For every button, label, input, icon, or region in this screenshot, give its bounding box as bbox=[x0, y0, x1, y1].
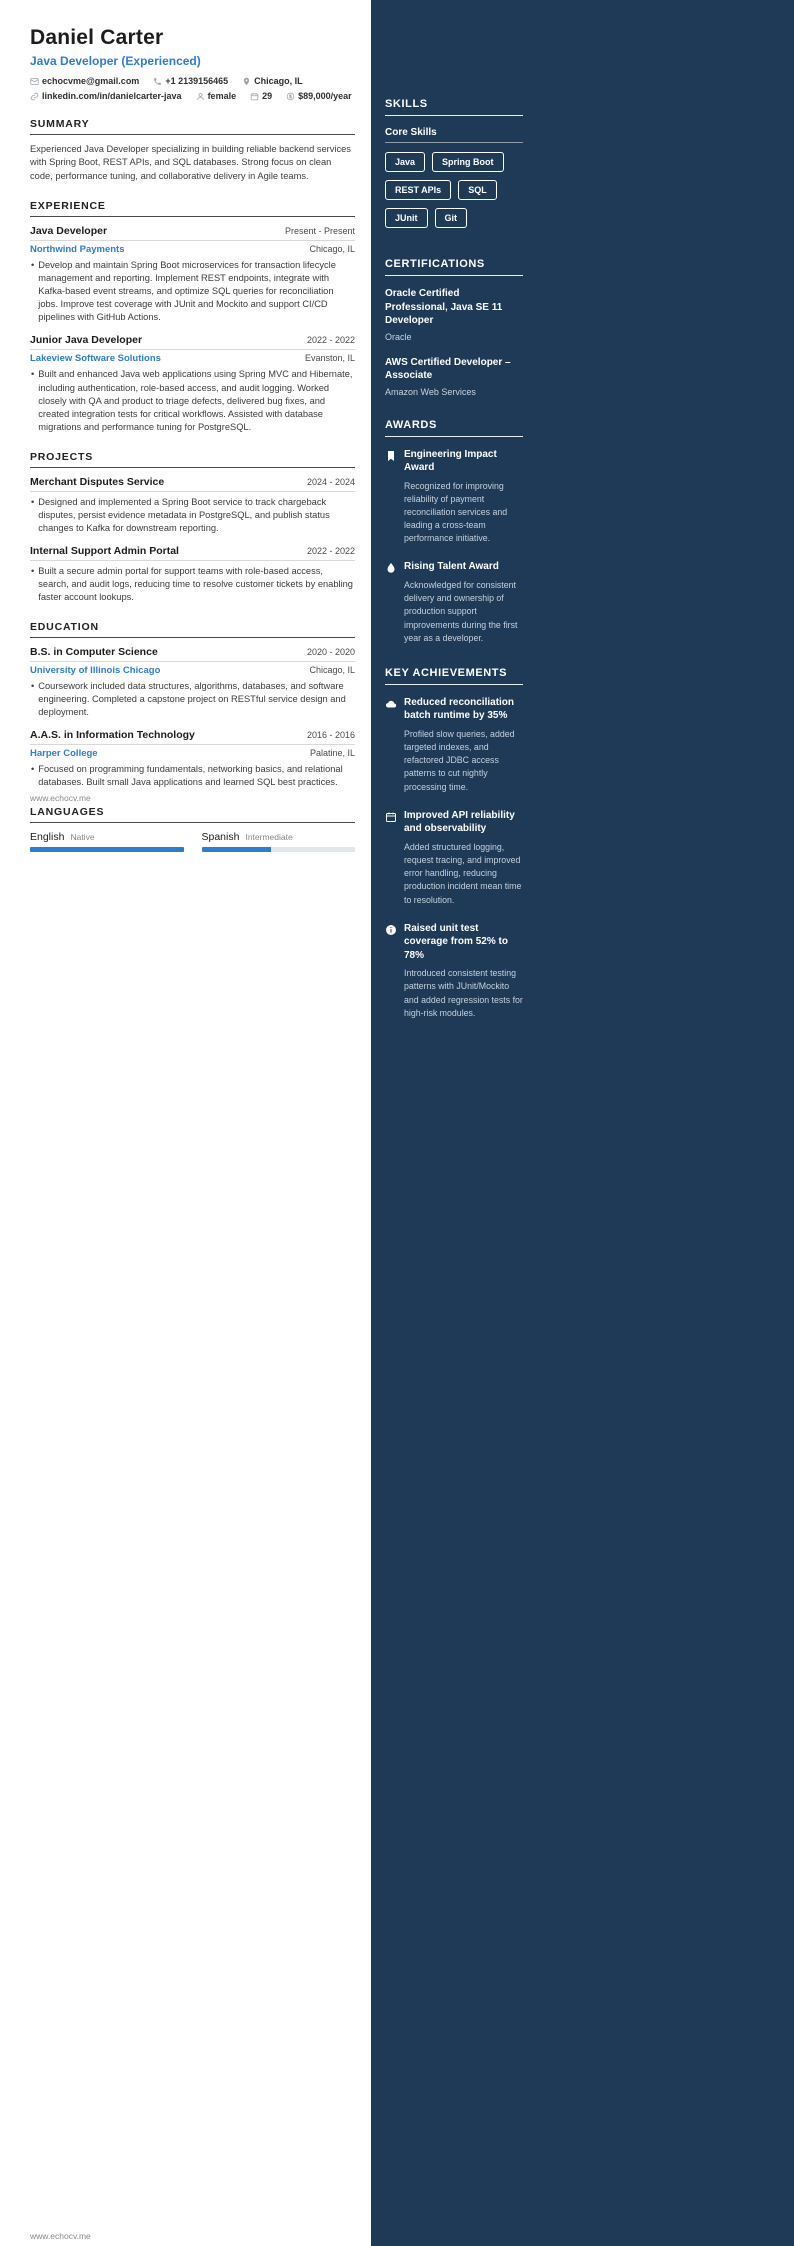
education-dates: 2016 - 2016 bbox=[306, 729, 355, 740]
project-dates: 2022 - 2022 bbox=[306, 545, 355, 556]
school-location: Chicago, IL bbox=[309, 664, 355, 675]
language-proficiency-bar bbox=[30, 847, 184, 852]
school-link[interactable]: Harper College bbox=[30, 747, 98, 759]
achievement-description: Added structured logging, request tracing, and improved error handling, reducing production incident mean time to resolution. bbox=[404, 841, 522, 905]
projects-section bbox=[30, 451, 355, 604]
contact-location-text: Chicago, IL bbox=[254, 76, 303, 86]
certification-issuer: Oracle bbox=[385, 331, 412, 342]
contact-email-text: echocvme@gmail.com bbox=[42, 76, 140, 86]
skills-chip-list bbox=[385, 152, 523, 236]
company-link[interactable]: Northwind Payments bbox=[30, 244, 125, 256]
projects-heading: PROJECTS bbox=[30, 451, 355, 468]
certification-title: AWS Certified Developer – Associate bbox=[385, 356, 511, 381]
skill-chip: JUnit bbox=[385, 208, 428, 228]
contact-row-2 bbox=[30, 91, 355, 101]
award-title: Engineering Impact Award bbox=[404, 448, 497, 473]
experience-item bbox=[30, 225, 355, 324]
school-link[interactable]: University of Illinois Chicago bbox=[30, 664, 161, 676]
education-section bbox=[30, 621, 355, 789]
calendar-icon bbox=[250, 92, 259, 101]
certification-item bbox=[385, 287, 523, 342]
education-item bbox=[30, 729, 355, 789]
degree-title: B.S. in Computer Science bbox=[30, 645, 158, 658]
degree-title: A.A.S. in Information Technology bbox=[30, 728, 195, 741]
experience-section bbox=[30, 200, 355, 433]
education-bullet-text: Coursework included data structures, algorithms, databases, and software engineering. Completed a capstone project on RESTful service design and deployment. bbox=[38, 680, 346, 717]
job-bullet bbox=[30, 368, 355, 433]
certification-title: Oracle Certified Professional, Java SE 11 Developer bbox=[385, 288, 503, 326]
skill-chip: Java bbox=[385, 152, 425, 172]
language-item bbox=[30, 831, 184, 852]
info-icon bbox=[385, 922, 397, 1020]
skills-heading: SKILLS bbox=[385, 98, 523, 116]
skill-chip: SQL bbox=[458, 180, 497, 200]
language-proficiency-fill bbox=[30, 847, 184, 852]
achievement-item bbox=[385, 696, 523, 794]
dollar-icon bbox=[286, 92, 295, 101]
award-title: Rising Talent Award bbox=[404, 561, 499, 573]
language-proficiency-bar bbox=[202, 847, 356, 852]
bullet-dot: • bbox=[31, 763, 35, 774]
contact-linkedin[interactable] bbox=[30, 91, 182, 101]
languages-heading: LANGUAGES bbox=[30, 806, 355, 823]
person-title: Java Developer (Experienced) bbox=[30, 54, 201, 68]
summary-heading: SUMMARY bbox=[30, 118, 355, 135]
bullet-dot: • bbox=[31, 260, 35, 271]
contact-phone[interactable] bbox=[153, 76, 228, 86]
achievement-title: Raised unit test coverage from 52% to 78% bbox=[404, 922, 508, 961]
experience-item bbox=[30, 334, 355, 433]
skills-group-heading: Core Skills bbox=[385, 127, 523, 143]
achievement-title: Improved API reliability and observability bbox=[404, 809, 515, 835]
skill-chip: Git bbox=[435, 208, 468, 228]
project-item bbox=[30, 476, 355, 535]
contact-salary bbox=[286, 91, 352, 101]
languages-section bbox=[30, 806, 355, 852]
certification-issuer: Amazon Web Services bbox=[385, 386, 476, 397]
page-footer-url: www.echocv.me bbox=[30, 2231, 91, 2241]
company-link[interactable]: Lakeview Software Solutions bbox=[30, 353, 161, 365]
education-bullet bbox=[30, 680, 355, 719]
job-title: Java Developer bbox=[30, 225, 108, 238]
award-item bbox=[385, 448, 523, 546]
awards-heading: AWARDS bbox=[385, 419, 523, 437]
achievement-item bbox=[385, 922, 523, 1020]
project-bullet bbox=[30, 496, 355, 535]
education-heading: EDUCATION bbox=[30, 621, 355, 638]
certification-item bbox=[385, 356, 523, 397]
job-bullet-text: Built and enhanced Java web applications using Spring MVC and Hibernate, including authentication, role-based access, and audit logging. Worked closely with QA and product to triage defects, delivered bug fixes, and created integration tests for critical workflows. Assisted with database migrations and performance tuning for PostgreSQL. bbox=[38, 369, 353, 432]
ribbon-icon bbox=[385, 448, 397, 546]
contact-email[interactable] bbox=[30, 76, 139, 86]
job-title: Junior Java Developer bbox=[30, 334, 143, 347]
project-title: Merchant Disputes Service bbox=[30, 475, 165, 488]
job-bullet bbox=[30, 259, 355, 324]
person-name: Daniel Carter bbox=[30, 26, 164, 49]
bullet-dot: • bbox=[31, 680, 35, 691]
contact-gender bbox=[196, 91, 237, 101]
contact-linkedin-text: linkedin.com/in/danielcarter-java bbox=[42, 91, 182, 101]
summary-text: Experienced Java Developer specializing in building reliable backend services with Spring Boot, REST APIs, and SQL databases. Strong focus on clean code, performance tuning, and collaborative delivery in Agile teams. bbox=[30, 144, 351, 181]
bullet-dot: • bbox=[31, 369, 35, 380]
job-location: Chicago, IL bbox=[309, 244, 355, 255]
language-level: Intermediate bbox=[245, 831, 293, 842]
school-location: Palatine, IL bbox=[309, 747, 355, 758]
sidebar bbox=[371, 0, 794, 2246]
job-bullet-text: Develop and maintain Spring Boot microservices for transaction lifecycle management and reporting. Implement REST endpoints, integrate with Kafka-based event streams, and optimize SQL queries for reconciliation jobs. Improve test coverage with JUnit and Mockito and support CI/CD pipelines with GitHub Actions. bbox=[38, 260, 336, 323]
contact-age-text: 29 bbox=[262, 91, 273, 101]
project-dates: 2024 - 2024 bbox=[306, 476, 355, 487]
certifications-heading: CERTIFICATIONS bbox=[385, 258, 523, 276]
education-dates: 2020 - 2020 bbox=[306, 646, 355, 657]
project-item bbox=[30, 545, 355, 604]
bullet-dot: • bbox=[31, 565, 35, 576]
job-dates: 2022 - 2022 bbox=[306, 335, 355, 346]
job-dates: Present - Present bbox=[284, 226, 355, 237]
award-description: Acknowledged for consistent delivery and ownership of production support improvements during the first year as a developer. bbox=[404, 579, 518, 643]
award-item bbox=[385, 560, 523, 644]
bullet-dot: • bbox=[31, 496, 35, 507]
contact-age bbox=[250, 91, 272, 101]
phone-icon bbox=[153, 77, 162, 86]
achievement-item bbox=[385, 809, 523, 907]
person-icon bbox=[196, 92, 205, 101]
project-bullet-text: Built a secure admin portal for support teams with role-based access, search, and audit logs, reducing time to resolve customer tickets by enabling faster account lookups. bbox=[38, 565, 353, 602]
email-icon bbox=[30, 77, 39, 86]
language-name: English bbox=[30, 830, 65, 843]
project-bullet-text: Designed and implemented a Spring Boot service to track chargeback disputes, persist evidence metadata in PostgreSQL, and publish status changes to Kafka for downstream reporting. bbox=[38, 496, 330, 533]
achievement-title: Reduced reconciliation batch runtime by 35% bbox=[404, 696, 515, 722]
cloud-icon bbox=[385, 696, 397, 794]
main-column bbox=[0, 0, 371, 2246]
education-item bbox=[30, 646, 355, 719]
location-pin-icon bbox=[242, 77, 251, 86]
droplet-icon bbox=[385, 560, 397, 644]
contact-location bbox=[242, 76, 303, 86]
contact-salary-text: $89,000/year bbox=[298, 91, 352, 101]
language-item bbox=[202, 831, 356, 852]
contact-phone-text: +1 2139156465 bbox=[165, 76, 229, 86]
skill-chip: REST APIs bbox=[385, 180, 451, 200]
job-location: Evanston, IL bbox=[304, 353, 355, 364]
language-proficiency-fill bbox=[202, 847, 271, 852]
project-bullet bbox=[30, 565, 355, 604]
project-title: Internal Support Admin Portal bbox=[30, 544, 179, 557]
summary-section bbox=[30, 118, 355, 183]
achievement-description: Introduced consistent testing patterns with JUnit/Mockito and added regression tests for high-risk modules. bbox=[404, 968, 523, 1018]
skill-chip: Spring Boot bbox=[432, 152, 504, 172]
contact-gender-text: female bbox=[207, 91, 237, 101]
key-achievements-heading: KEY ACHIEVEMENTS bbox=[385, 667, 523, 685]
page-footer-url: www.echocv.me bbox=[30, 793, 91, 803]
achievement-description: Profiled slow queries, added targeted indexes, and refactored JDBC access patterns to cut nightly processing time. bbox=[404, 728, 515, 792]
language-level: Native bbox=[70, 831, 95, 842]
education-bullet bbox=[30, 763, 355, 789]
education-bullet-text: Focused on programming fundamentals, networking basics, and relational databases. Built small Java applications and learned SQL best practices. bbox=[38, 763, 343, 787]
link-icon bbox=[30, 92, 39, 101]
calendar-icon bbox=[385, 809, 397, 907]
language-name: Spanish bbox=[201, 830, 240, 843]
award-description: Recognized for improving reliability of payment reconciliation services and leading a cross-team performance initiative. bbox=[404, 480, 508, 544]
contact-row-1 bbox=[30, 76, 355, 86]
experience-heading: EXPERIENCE bbox=[30, 200, 355, 217]
